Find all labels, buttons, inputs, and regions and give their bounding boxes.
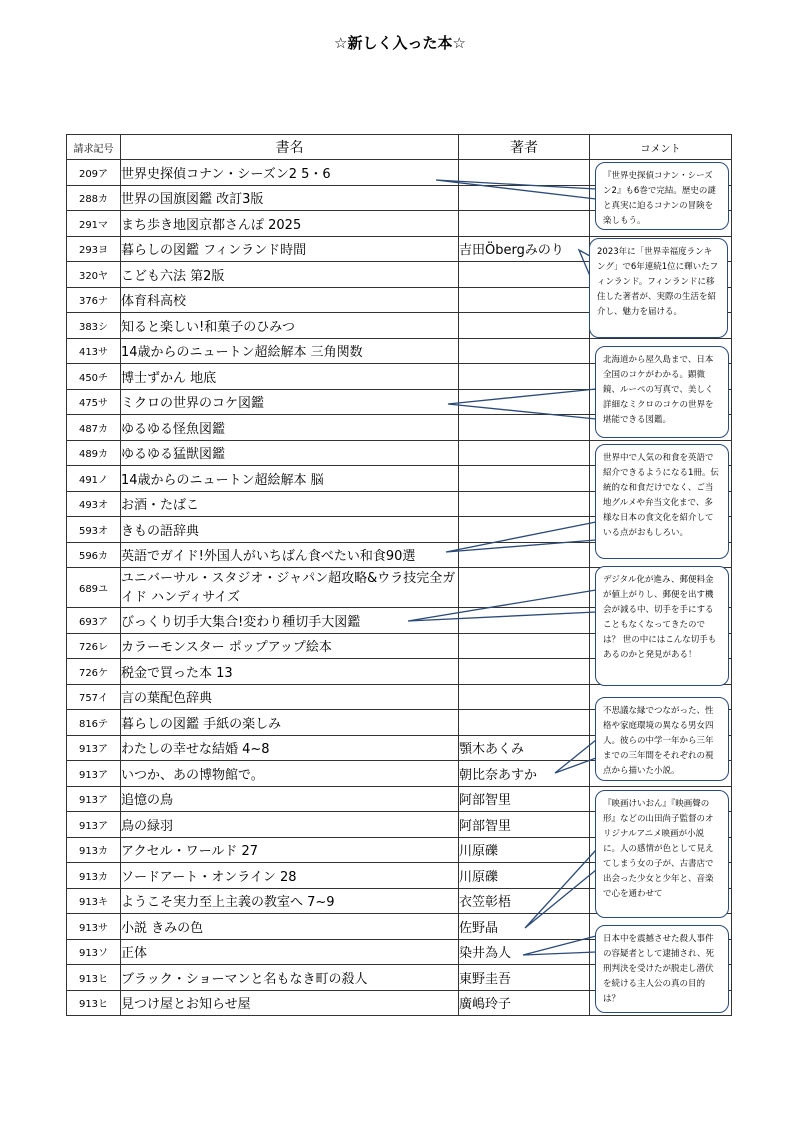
book-title-cell: 14歳からのニュートン超絵解本 三角関数 bbox=[121, 338, 459, 364]
call-number-cell: 913ア bbox=[67, 735, 121, 761]
call-number-cell: 913ア bbox=[67, 761, 121, 787]
author-cell: 阿部智里 bbox=[459, 812, 590, 838]
author-cell: 佐野晶 bbox=[459, 914, 590, 940]
book-title-cell: 税金で買った本 13 bbox=[121, 659, 459, 685]
author-cell: 吉田Öbergみのり bbox=[459, 236, 590, 262]
book-title-cell: 知ると楽しい!和菓子のひみつ bbox=[121, 313, 459, 339]
comment-bubble-7: 『映画けいおん』『映画聲の形』などの山田尚子監督のオリジナルアニメ映画が小説に。人の感情が色として見えてしまう女の子が、古書店で出会った少女と少年と、音楽で心を通わせて bbox=[595, 790, 729, 918]
book-title-cell: ゆるゆる猛獣図鑑 bbox=[121, 440, 459, 466]
book-title-cell: 14歳からのニュートン超絵解本 脳 bbox=[121, 466, 459, 492]
author-cell: 朝比奈あすか bbox=[459, 761, 590, 787]
call-number-cell: 291マ bbox=[67, 211, 121, 237]
call-number-cell: 288カ bbox=[67, 185, 121, 211]
call-number-cell: 376ナ bbox=[67, 287, 121, 313]
book-title-cell: お酒・たばこ bbox=[121, 491, 459, 517]
call-number-cell: 913ヒ bbox=[67, 990, 121, 1016]
callout-pointer-6 bbox=[555, 740, 596, 773]
call-number-cell: 450チ bbox=[67, 364, 121, 390]
book-title-cell: 体育科高校 bbox=[121, 287, 459, 313]
book-title-cell: わたしの幸せな結婚 4~8 bbox=[121, 735, 459, 761]
book-title-cell: ソードアート・オンライン 28 bbox=[121, 863, 459, 889]
author-cell: 染井為人 bbox=[459, 939, 590, 965]
call-number-cell: 726ケ bbox=[67, 659, 121, 685]
comment-bubble-2: 2023年に「世界幸福度ランキング」で6年連続1位に輝いたフィンランド。フィンランドに移住した著者が、実際の生活を紹介し、魅力を届ける。 bbox=[589, 238, 728, 338]
book-title-cell: ミクロの世界のコケ図鑑 bbox=[121, 389, 459, 415]
header-comment: コメント bbox=[590, 135, 732, 160]
call-number-cell: 913ヒ bbox=[67, 965, 121, 991]
author-cell: 阿部智里 bbox=[459, 786, 590, 812]
book-title-cell: びっくり切手大集合!変わり種切手大図鑑 bbox=[121, 608, 459, 634]
call-number-cell: 913ア bbox=[67, 812, 121, 838]
comment-bubble-3: 北海道から屋久島まで、日本全国のコケがわかる。顕微鏡、ルーペの写真で、美しく詳細なミクロのコケの世界を堪能できる図鑑。 bbox=[595, 346, 729, 438]
book-title-cell: 暮らしの図鑑 フィンランド時間 bbox=[121, 236, 459, 262]
call-number-cell: 493オ bbox=[67, 491, 121, 517]
header-call-number: 請求記号 bbox=[67, 135, 121, 160]
call-number-cell: 487カ bbox=[67, 415, 121, 441]
book-title-cell: 世界の国旗図鑑 改訂3版 bbox=[121, 185, 459, 211]
call-number-cell: 491ノ bbox=[67, 466, 121, 492]
header-title: 書名 bbox=[121, 135, 459, 160]
comment-bubble-8: 日本中を震撼させた殺人事件の容疑者として逮捕され、死刑判決を受けたが脱走し潜伏を続ける主人公の真の目的は？ bbox=[595, 925, 729, 1013]
call-number-cell: 913サ bbox=[67, 914, 121, 940]
author-cell: 東野圭吾 bbox=[459, 965, 590, 991]
call-number-cell: 475サ bbox=[67, 389, 121, 415]
book-title-cell: アクセル・ワールド 27 bbox=[121, 837, 459, 863]
call-number-cell: 913キ bbox=[67, 888, 121, 914]
call-number-cell: 913ア bbox=[67, 786, 121, 812]
call-number-cell: 913カ bbox=[67, 837, 121, 863]
call-number-cell: 320ヤ bbox=[67, 262, 121, 288]
book-title-cell: 小説 きみの色 bbox=[121, 914, 459, 940]
call-number-cell: 383シ bbox=[67, 313, 121, 339]
callout-pointer-3 bbox=[448, 389, 596, 419]
callout-pointer-8 bbox=[523, 936, 596, 955]
call-number-cell: 413サ bbox=[67, 338, 121, 364]
author-cell: 顎木あくみ bbox=[459, 735, 590, 761]
comment-bubble-1: 『世界史探偵コナン・シーズン2』も6巻で完結。歴史の謎と真実に迫るコナンの冒険を楽しもう。 bbox=[595, 162, 729, 230]
comment-bubble-6: 不思議な縁でつながった、性格や家庭環境の異なる男女四人。彼らの中学一年から三年までの三年間をそれぞれの視点から描いた小説。 bbox=[595, 697, 729, 781]
book-title-cell: 鳥の緑羽 bbox=[121, 812, 459, 838]
book-title-cell: 正体 bbox=[121, 939, 459, 965]
book-title-cell: 暮らしの図鑑 手紙の楽しみ bbox=[121, 710, 459, 736]
book-title-cell: いつか、あの博物館で。 bbox=[121, 761, 459, 787]
call-number-cell: 757イ bbox=[67, 684, 121, 710]
callout-pointer-1 bbox=[436, 180, 596, 199]
call-number-cell: 489カ bbox=[67, 440, 121, 466]
book-title-cell: 追憶の鳥 bbox=[121, 786, 459, 812]
call-number-cell: 293ヨ bbox=[67, 236, 121, 262]
book-title-cell: 言の葉配色辞典 bbox=[121, 684, 459, 710]
book-title-cell: こども六法 第2版 bbox=[121, 262, 459, 288]
author-cell: 川原礫 bbox=[459, 863, 590, 889]
call-number-cell: 689ユ bbox=[67, 568, 121, 608]
call-number-cell: 913ソ bbox=[67, 939, 121, 965]
page-title: ☆新しく入った本☆ bbox=[334, 34, 466, 52]
call-number-cell: 209ア bbox=[67, 160, 121, 186]
author-cell: 衣笠彰梧 bbox=[459, 888, 590, 914]
call-number-cell: 726レ bbox=[67, 633, 121, 659]
book-title-cell: ようこそ実力至上主義の教室へ 7~9 bbox=[121, 888, 459, 914]
comment-bubble-5: デジタル化が進み、郵便料金が値上がりし、郵便を出す機会が減る中、切手を手にすることもなくなってきたのでは？ 世の中にはこんな切手もあるのかと発見がある！ bbox=[595, 566, 729, 686]
call-number-cell: 816テ bbox=[67, 710, 121, 736]
book-title-cell: 世界史探偵コナン・シーズン2 5・6 bbox=[121, 160, 459, 186]
book-title-cell: きもの語辞典 bbox=[121, 517, 459, 543]
callout-pointer-7 bbox=[525, 850, 596, 928]
call-number-cell: 693ア bbox=[67, 608, 121, 634]
call-number-cell: 593オ bbox=[67, 517, 121, 543]
callout-pointer-5 bbox=[408, 590, 596, 621]
call-number-cell: 913カ bbox=[67, 863, 121, 889]
book-title-cell: ゆるゆる怪魚図鑑 bbox=[121, 415, 459, 441]
author-cell: 川原礫 bbox=[459, 837, 590, 863]
book-title-cell: ブラック・ショーマンと名もなき町の殺人 bbox=[121, 965, 459, 991]
book-title-cell: カラーモンスター ポップアップ絵本 bbox=[121, 633, 459, 659]
callout-pointer-4 bbox=[446, 522, 596, 552]
comment-bubble-4: 世界中で人気の和食を英語で紹介できるようになる1冊。伝統的な和食だけでなく、ご当地グルメや弁当文化まで、多様な日本の食文化を紹介している点がおもしろい。 bbox=[595, 444, 729, 559]
author-cell: 廣嶋玲子 bbox=[459, 990, 590, 1016]
call-number-cell: 596カ bbox=[67, 542, 121, 568]
book-title-cell: 博士ずかん 地底 bbox=[121, 364, 459, 390]
book-title-cell: まち歩き地図京都さんぽ 2025 bbox=[121, 211, 459, 237]
book-title-cell: ユニバーサル・スタジオ・ジャパン超攻略&ウラ技完全ガイド ハンディサイズ bbox=[121, 568, 459, 608]
header-author: 著者 bbox=[459, 135, 590, 160]
book-title-cell: 見つけ屋とお知らせ屋 bbox=[121, 990, 459, 1016]
book-title-cell: 英語でガイド!外国人がいちばん食べたい和食90選 bbox=[121, 542, 459, 568]
